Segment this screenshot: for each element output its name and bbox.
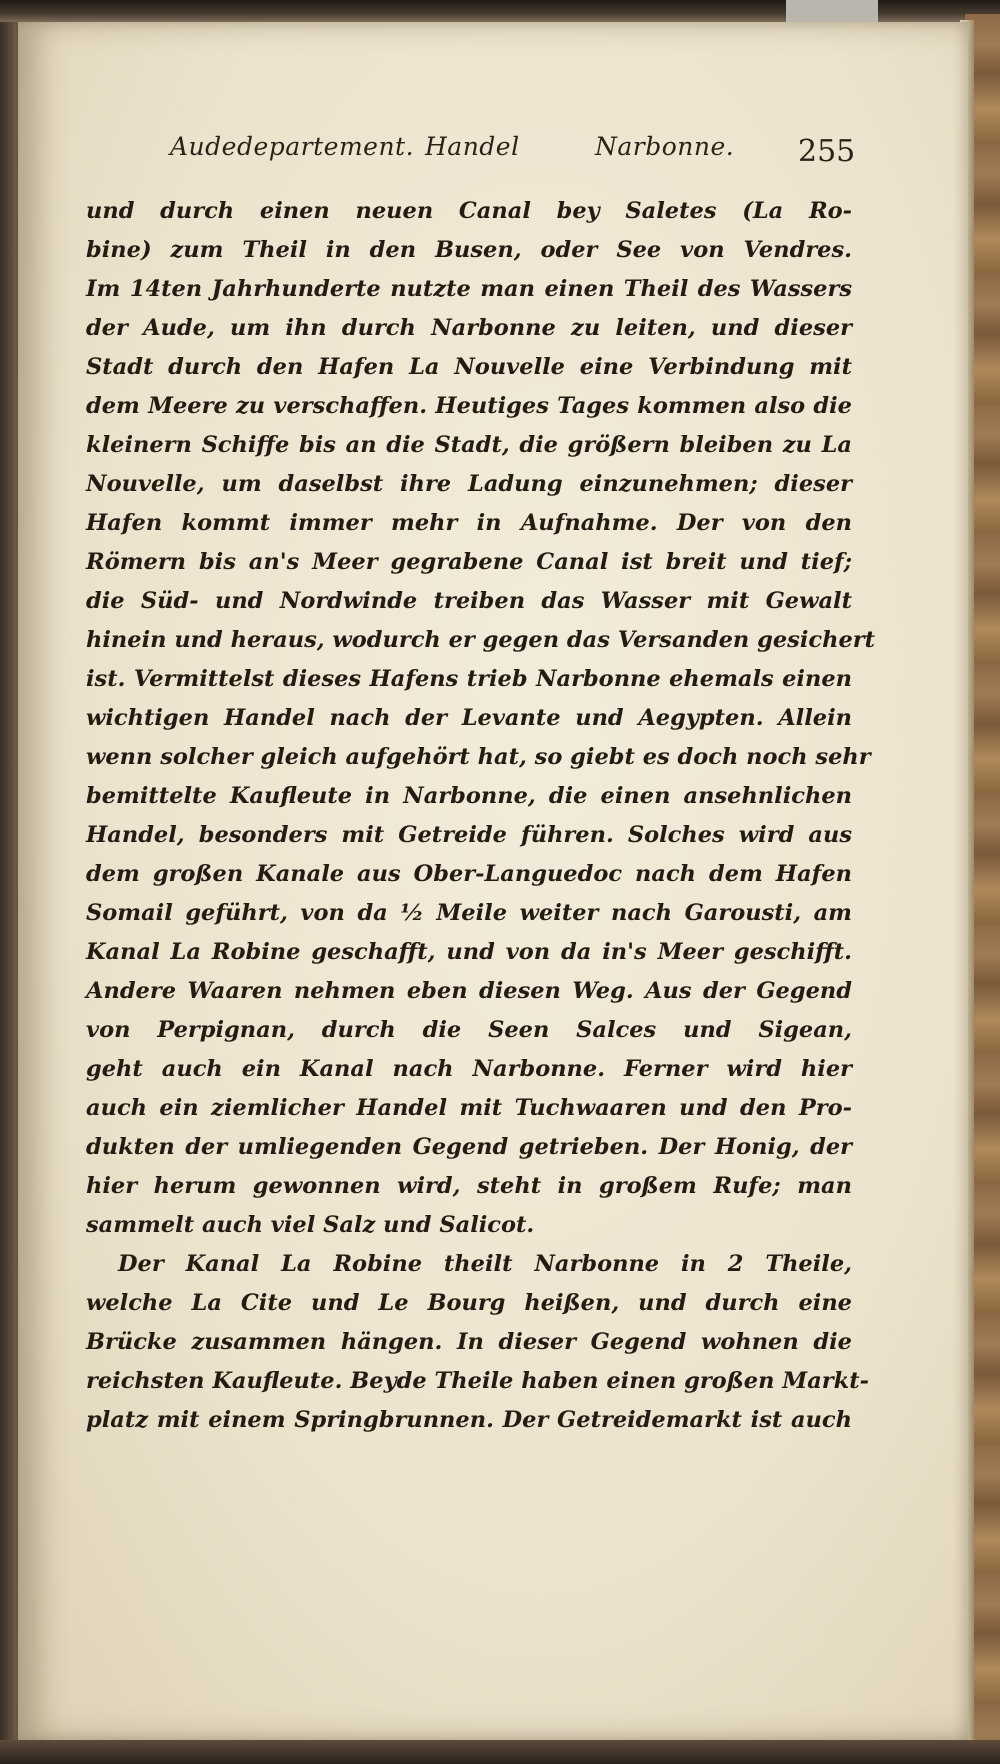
text-line: der Aude, um ihn durch Narbonne zu leiten, und dieser	[86, 315, 852, 341]
text-line: Somail geführt, von da ½ Meile weiter nach Garousti, am	[86, 900, 852, 926]
text-line: Hafen kommt immer mehr in Aufnahme. Der von den	[86, 510, 852, 536]
text-line: von Perpignan, durch die Seen Salces und Sigean,	[86, 1017, 852, 1043]
text-line: auch ein ziemlicher Handel mit Tuchwaaren und den Pro-	[86, 1095, 852, 1121]
text-line: bine) zum Theil in den Busen, oder See von Vendres.	[86, 237, 852, 263]
text-line: Stadt durch den Hafen La Nouvelle eine Verbindung mit	[86, 354, 852, 380]
text-line: reichsten Kaufleute. Beyde Theile haben einen großen Markt-	[86, 1368, 869, 1394]
text-line: und durch einen neuen Canal bey Saletes (La Ro-	[86, 198, 852, 224]
text-line: wenn solcher gleich aufgehört hat, so giebt es doch noch sehr	[86, 744, 871, 770]
text-line: hier herum gewonnen wird, steht in großem Rufe; man	[86, 1173, 852, 1199]
text-line: sammelt auch viel Salz und Salicot.	[86, 1212, 535, 1238]
text-line: Andere Waaren nehmen eben diesen Weg. Aus der Gegend	[86, 978, 852, 1004]
text-line: dem Meere zu verschaffen. Heutiges Tages kommen also die	[86, 393, 852, 419]
header-center: Handel	[425, 132, 520, 161]
text-line: platz mit einem Springbrunnen. Der Getreidemarkt ist auch	[86, 1407, 852, 1433]
text-line: bemittelte Kaufleute in Narbonne, die einen ansehnlichen	[86, 783, 852, 809]
text-line: die Süd- und Nordwinde treiben das Wasser mit Gewalt	[86, 588, 852, 614]
text-line: hinein und heraus, wodurch er gegen das Versanden gesichert	[86, 627, 876, 653]
header-right: Narbonne.	[595, 132, 735, 161]
bottom-book-edge	[0, 1740, 1000, 1764]
text-line: Handel, besonders mit Getreide führen. Solches wird aus	[86, 822, 852, 848]
text-line: Brücke zusammen hängen. In dieser Gegend wohnen die	[86, 1329, 852, 1355]
text-line: wichtigen Handel nach der Levante und Aegypten. Allein	[86, 705, 852, 731]
body-text	[86, 192, 876, 1440]
text-line: kleinern Schiffe bis an die Stadt, die größern bleiben zu La	[86, 432, 852, 458]
running-header	[170, 132, 850, 172]
text-line: ist. Vermittelst dieses Hafens trieb Narbonne ehemals einen	[86, 666, 852, 692]
text-line: geht auch ein Kanal nach Narbonne. Ferner wird hier	[86, 1056, 852, 1082]
page-number: 255	[798, 134, 856, 169]
header-left: Audedepartement.	[170, 132, 415, 161]
text-line: welche La Cite und Le Bourg heißen, und durch eine	[86, 1290, 852, 1316]
text-line: Nouvelle, um daselbst ihre Ladung einzunehmen; dieser	[86, 471, 852, 497]
text-line: Im 14ten Jahrhunderte nutzte man einen Theil des Wassers	[86, 276, 852, 302]
text-line: Kanal La Robine geschafft, und von da in's Meer geschifft.	[86, 939, 852, 965]
text-line: dukten der umliegenden Gegend getrieben. Der Honig, der	[86, 1134, 852, 1160]
page	[18, 22, 968, 1740]
text-line: Der Kanal La Robine theilt Narbonne in 2 Theile,	[118, 1251, 852, 1277]
text-line: dem großen Kanale aus Ober-Languedoc nach dem Hafen	[86, 861, 852, 887]
text-line: Römern bis an's Meer gegrabene Canal ist breit und tief;	[86, 549, 852, 575]
